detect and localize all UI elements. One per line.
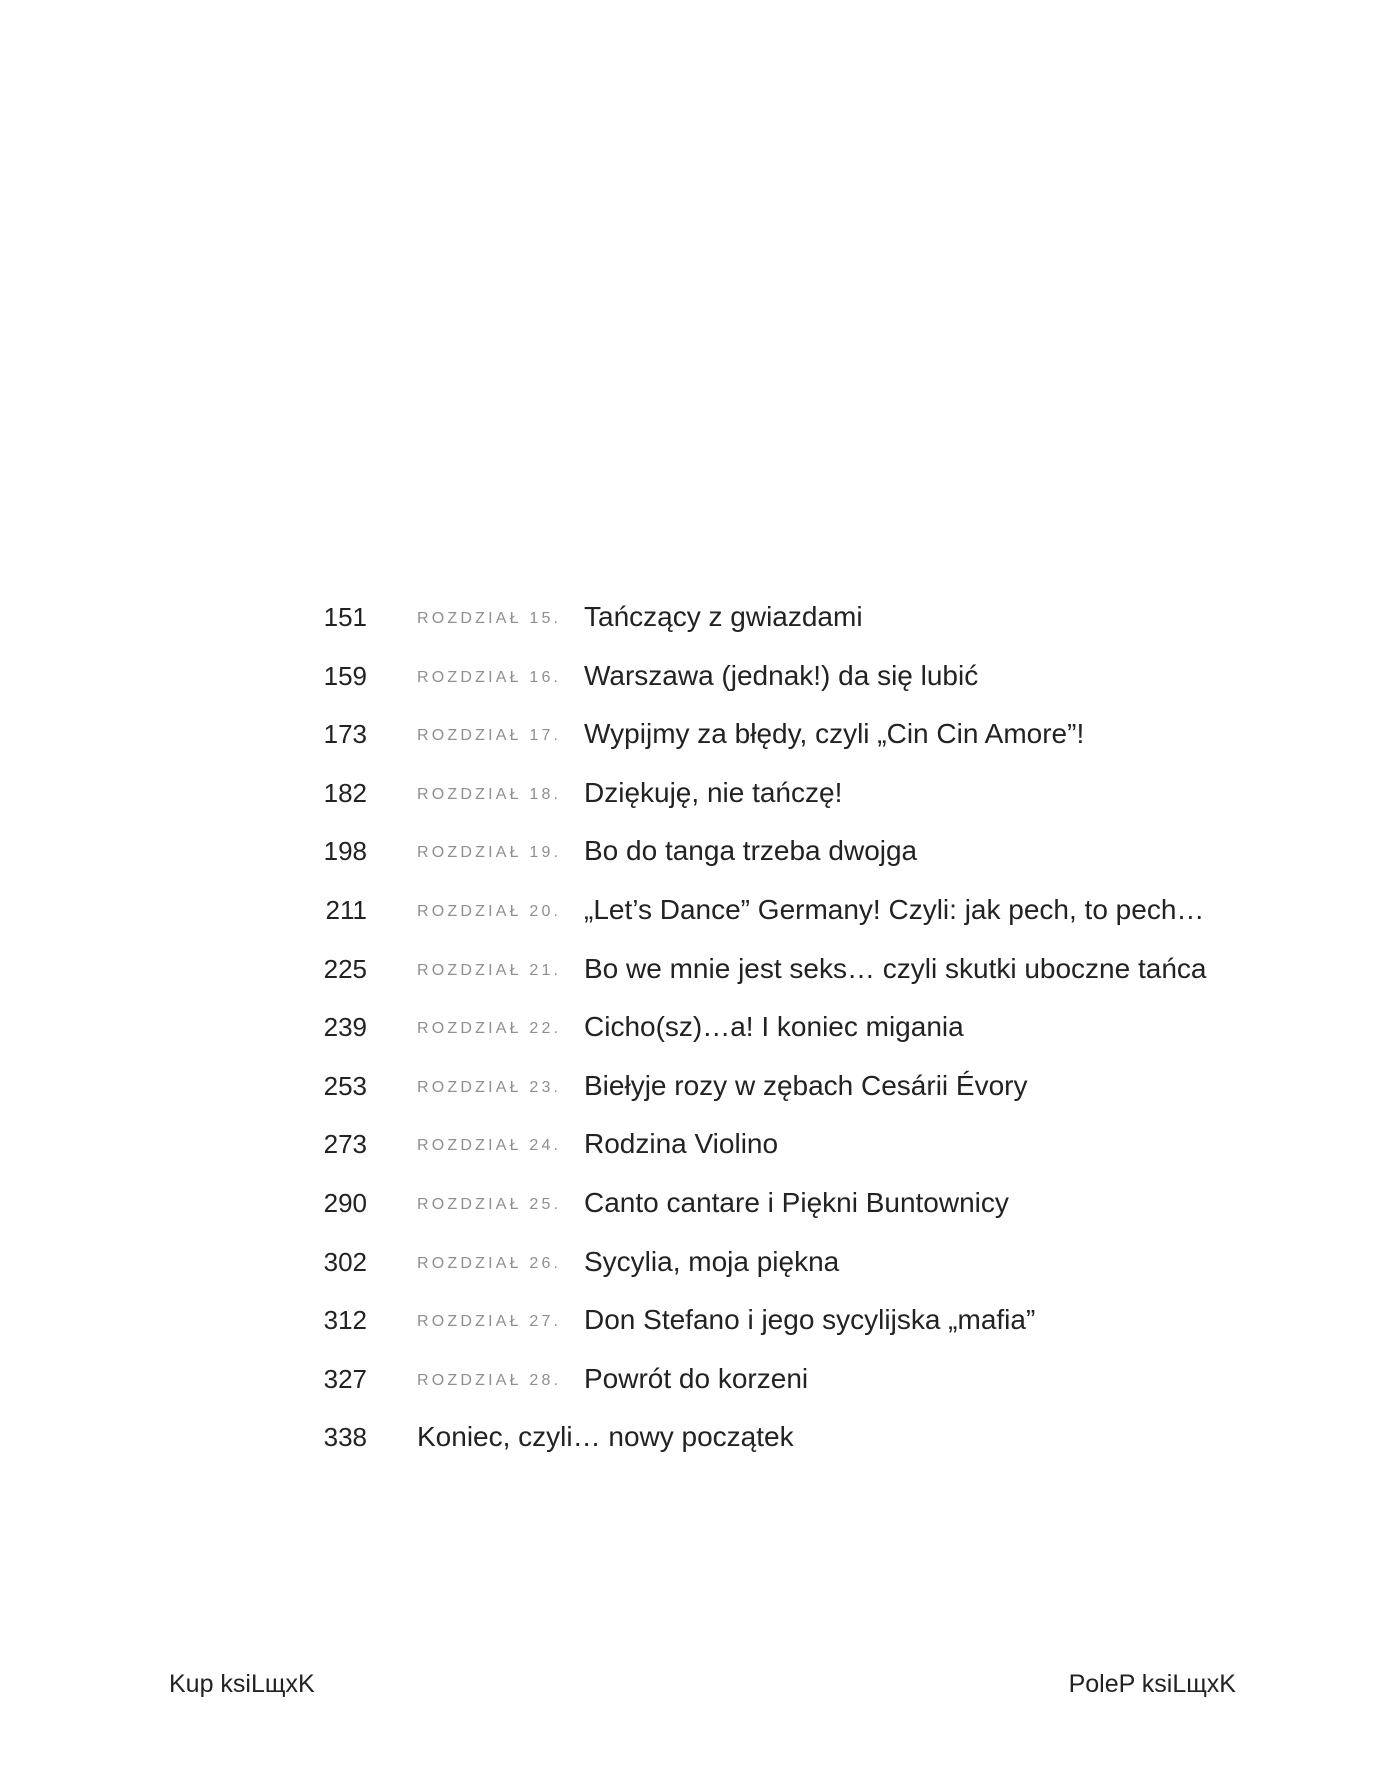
toc-entry xyxy=(0,948,1390,1007)
toc-entry xyxy=(0,1182,1390,1241)
toc-page-number: 225 xyxy=(323,953,367,984)
toc-chapter-label: ROZDZIAŁ 19. xyxy=(417,844,562,862)
toc-page-number: 253 xyxy=(323,1070,367,1101)
toc-chapter-title: Biełyje rozy w zębach Cesárii Évory xyxy=(584,1069,1028,1101)
toc-chapter-label: ROZDZIAŁ 17. xyxy=(417,727,562,745)
toc-entry xyxy=(0,1299,1390,1358)
toc-chapter-title: Cicho(sz)…a! I koniec migania xyxy=(584,1011,964,1043)
toc-chapter-title: Don Stefano i jego sycylijska „mafia” xyxy=(584,1304,1036,1336)
toc-page-number: 290 xyxy=(323,1187,367,1218)
toc-chapter-label: ROZDZIAŁ 15. xyxy=(417,610,562,627)
toc-entry xyxy=(0,830,1390,889)
toc-chapter-title: Rodzina Violino xyxy=(584,1128,779,1160)
toc-chapter-label: ROZDZIAŁ 25. xyxy=(417,1195,562,1213)
toc-page-number: 302 xyxy=(323,1246,367,1277)
toc-entry xyxy=(0,1006,1390,1065)
toc-chapter-title: Sycylia, moja piękna xyxy=(584,1245,840,1277)
toc-chapter-label: ROZDZIAŁ 21. xyxy=(417,961,562,979)
toc-chapter-label: ROZDZIAŁ 27. xyxy=(417,1313,562,1331)
toc-chapter-title: Koniec, czyli… nowy początek xyxy=(417,1421,794,1453)
toc-chapter-label: ROZDZIAŁ 18. xyxy=(417,785,562,803)
toc-entry xyxy=(0,772,1390,831)
toc-page-number: 338 xyxy=(323,1422,367,1453)
toc-chapter-label: ROZDZIAŁ 28. xyxy=(417,1371,562,1389)
toc-entry xyxy=(0,1123,1390,1182)
toc-entry xyxy=(0,889,1390,948)
toc-chapter-title: Wypijmy za błędy, czyli „Cin Cin Amore”! xyxy=(584,718,1085,750)
toc-chapter-title: Bo we mnie jest seks… czyli skutki uboczne tańca xyxy=(584,952,1207,984)
toc-chapter-title: Tańczący z gwiazdami xyxy=(584,601,863,632)
toc-chapter-title: „Let’s Dance” Germany! Czyli: jak pech, to pech… xyxy=(584,893,1205,925)
toc-page-number: 327 xyxy=(323,1363,367,1394)
toc-page-number: 173 xyxy=(323,719,367,750)
toc-page-number: 211 xyxy=(325,894,367,925)
toc-chapter-label: ROZDZIAŁ 23. xyxy=(417,1078,562,1096)
toc-entry xyxy=(0,655,1390,714)
toc-page-number: 159 xyxy=(323,660,367,691)
toc-page-number: 198 xyxy=(323,836,367,867)
table-of-contents xyxy=(0,596,1390,1475)
toc-chapter-label: ROZDZIAŁ 24. xyxy=(417,1137,562,1155)
buy-book-link[interactable]: Kup ksiLщxK xyxy=(169,1670,315,1698)
recommend-book-link[interactable]: PoleP ksiLщxK xyxy=(1068,1670,1236,1698)
toc-chapter-label: ROZDZIAŁ 20. xyxy=(417,902,562,920)
toc-entry xyxy=(0,713,1390,772)
toc-entry xyxy=(0,1241,1390,1300)
toc-chapter-label: ROZDZIAŁ 22. xyxy=(417,1020,562,1038)
toc-chapter-title: Canto cantare i Piękni Buntownicy xyxy=(584,1186,1009,1218)
toc-page-number: 273 xyxy=(323,1129,367,1160)
toc-page-number: 182 xyxy=(323,777,367,808)
toc-chapter-label: ROZDZIAŁ 16. xyxy=(417,668,562,686)
toc-entry xyxy=(0,1416,1390,1475)
toc-page-number: 151 xyxy=(323,602,367,632)
toc-page-number: 312 xyxy=(323,1305,367,1336)
toc-entry xyxy=(0,1358,1390,1417)
toc-page-number: 239 xyxy=(323,1012,367,1043)
toc-chapter-title: Powrót do korzeni xyxy=(584,1362,809,1394)
toc-chapter-title: Dziękuję, nie tańczę! xyxy=(584,776,843,808)
toc-chapter-label: ROZDZIAŁ 26. xyxy=(417,1254,562,1272)
toc-entry xyxy=(0,1065,1390,1124)
toc-entry xyxy=(0,596,1390,655)
toc-chapter-title: Bo do tanga trzeba dwojga xyxy=(584,835,918,867)
toc-chapter-title: Warszawa (jednak!) da się lubić xyxy=(584,659,979,691)
